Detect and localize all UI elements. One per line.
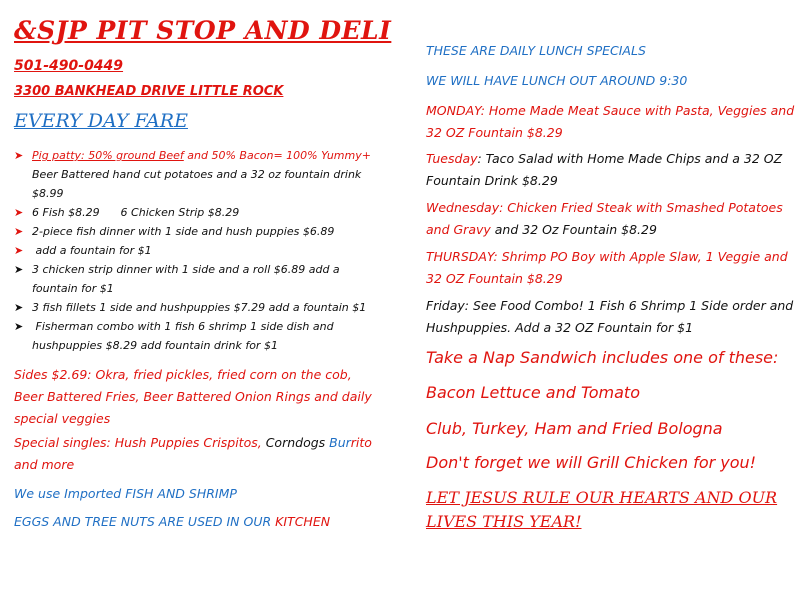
wednesday-fountain: and 32 Oz Fountain $8.29: [490, 222, 657, 237]
singles-more: rito and more: [14, 435, 372, 472]
arrow-bullet-icon: ➤: [14, 263, 24, 276]
arrow-bullet-icon: ➤: [14, 320, 24, 333]
pig-patty-label: Pig patty: 50% ground Beef: [32, 149, 184, 162]
closing-message: LET JESUS RULE OUR HEARTS AND OUR LIVES THIS YEAR!: [426, 488, 778, 531]
allergy-note: [14, 511, 384, 533]
singles-label: Special singles: Hush Puppies Crispitos,: [14, 435, 266, 450]
tuesday-special: [426, 148, 801, 192]
everyday-fare-heading: EVERY DAY FARE: [14, 110, 188, 132]
wednesday-text: Wednesday: Chicken Fried Steak with Smashed Potatoes and Gravy: [426, 200, 783, 237]
list-item-text: 3 fish fillets 1 side and hushpuppies $7.29 add a fountain $1: [32, 301, 367, 314]
list-item: [14, 146, 384, 203]
grill-chicken-note: Don't forget we will Grill Chicken for you!: [426, 453, 757, 472]
arrow-bullet-icon: ➤: [14, 206, 24, 219]
list-item-text: add a fountain for $1: [32, 244, 152, 257]
list-item-text: Fisherman combo with 1 fish 6 shrimp 1 side dish and hushpuppies $8.29 add fountain drink for $1: [32, 320, 338, 352]
specials-intro: THESE ARE DAILY LUNCH SPECIALS: [426, 43, 646, 58]
list-item: [14, 203, 384, 222]
tuesday-text: : Taco Salad with Home Made Chips and a 32 OZ Fountain Drink $8.29: [426, 151, 783, 188]
imported-note: We use Imported FISH AND SHRIMP: [14, 486, 237, 501]
wednesday-special: [426, 197, 801, 241]
special-singles: [14, 432, 384, 476]
arrow-bullet-icon: ➤: [14, 301, 24, 314]
sides-text: Sides $2.69: Okra, fried pickles, fried corn on the cob, Beer Battered Fries, Beer Battered Onion Rings and daily special veggies: [14, 367, 372, 426]
restaurant-title: &SJP PIT STOP AND DELI: [14, 16, 392, 45]
allergy-kitchen: KITCHEN: [275, 514, 331, 529]
list-item: [14, 317, 384, 355]
arrow-bullet-icon: ➤: [14, 149, 24, 162]
pig-patty-bacon: and 50% Bacon= 100% Yummy+: [183, 149, 371, 162]
arrow-bullet-icon: ➤: [14, 244, 24, 257]
list-item: [14, 222, 384, 241]
friday-special: Friday: See Food Combo! 1 Fish 6 Shrimp 1 Side order and Hushpuppies. Add a 32 OZ Fountain for $1: [426, 298, 794, 335]
thursday-special: THURSDAY: Shrimp PO Boy with Apple Slaw, 1 Veggie and 32 OZ Fountain $8.29: [426, 249, 788, 286]
list-item: [14, 241, 384, 260]
address: 3300 BANKHEAD DRIVE LITTLE ROCK: [14, 84, 284, 99]
monday-special: MONDAY: Home Made Meat Sauce with Pasta, Veggies and 32 OZ Fountain $8.29: [426, 103, 795, 140]
list-item-text: 2-piece fish dinner with 1 side and hush puppies $6.89: [32, 225, 335, 238]
everyday-menu-list: [14, 146, 384, 355]
nap-sandwich-heading: Take a Nap Sandwich includes one of these:: [426, 348, 779, 367]
phone-number: 501-490-0449: [14, 58, 124, 74]
list-item: [14, 298, 384, 317]
tuesday-label: Tuesday: [426, 151, 478, 166]
allergy-text: EGGS AND TREE NUTS ARE USED IN OUR: [14, 514, 276, 529]
nap-option-blt: Bacon Lettuce and Tomato: [426, 383, 640, 402]
list-item: [14, 260, 384, 298]
lunch-time: WE WILL HAVE LUNCH OUT AROUND 9:30: [426, 73, 688, 88]
singles-corndogs: Corndogs: [265, 435, 330, 450]
nap-option-club: Club, Turkey, Ham and Fried Bologna: [426, 419, 723, 438]
list-item-text: 3 chicken strip dinner with 1 side and a roll $6.89 add a fountain for $1: [32, 263, 340, 295]
pig-patty-detail: Beer Battered hand cut potatoes and a 32 oz fountain drink $8.99: [32, 168, 362, 200]
singles-bur: Bur: [329, 435, 351, 450]
arrow-bullet-icon: ➤: [14, 225, 24, 238]
list-item-text: 6 Fish $8.29 6 Chicken Strip $8.29: [32, 206, 240, 219]
